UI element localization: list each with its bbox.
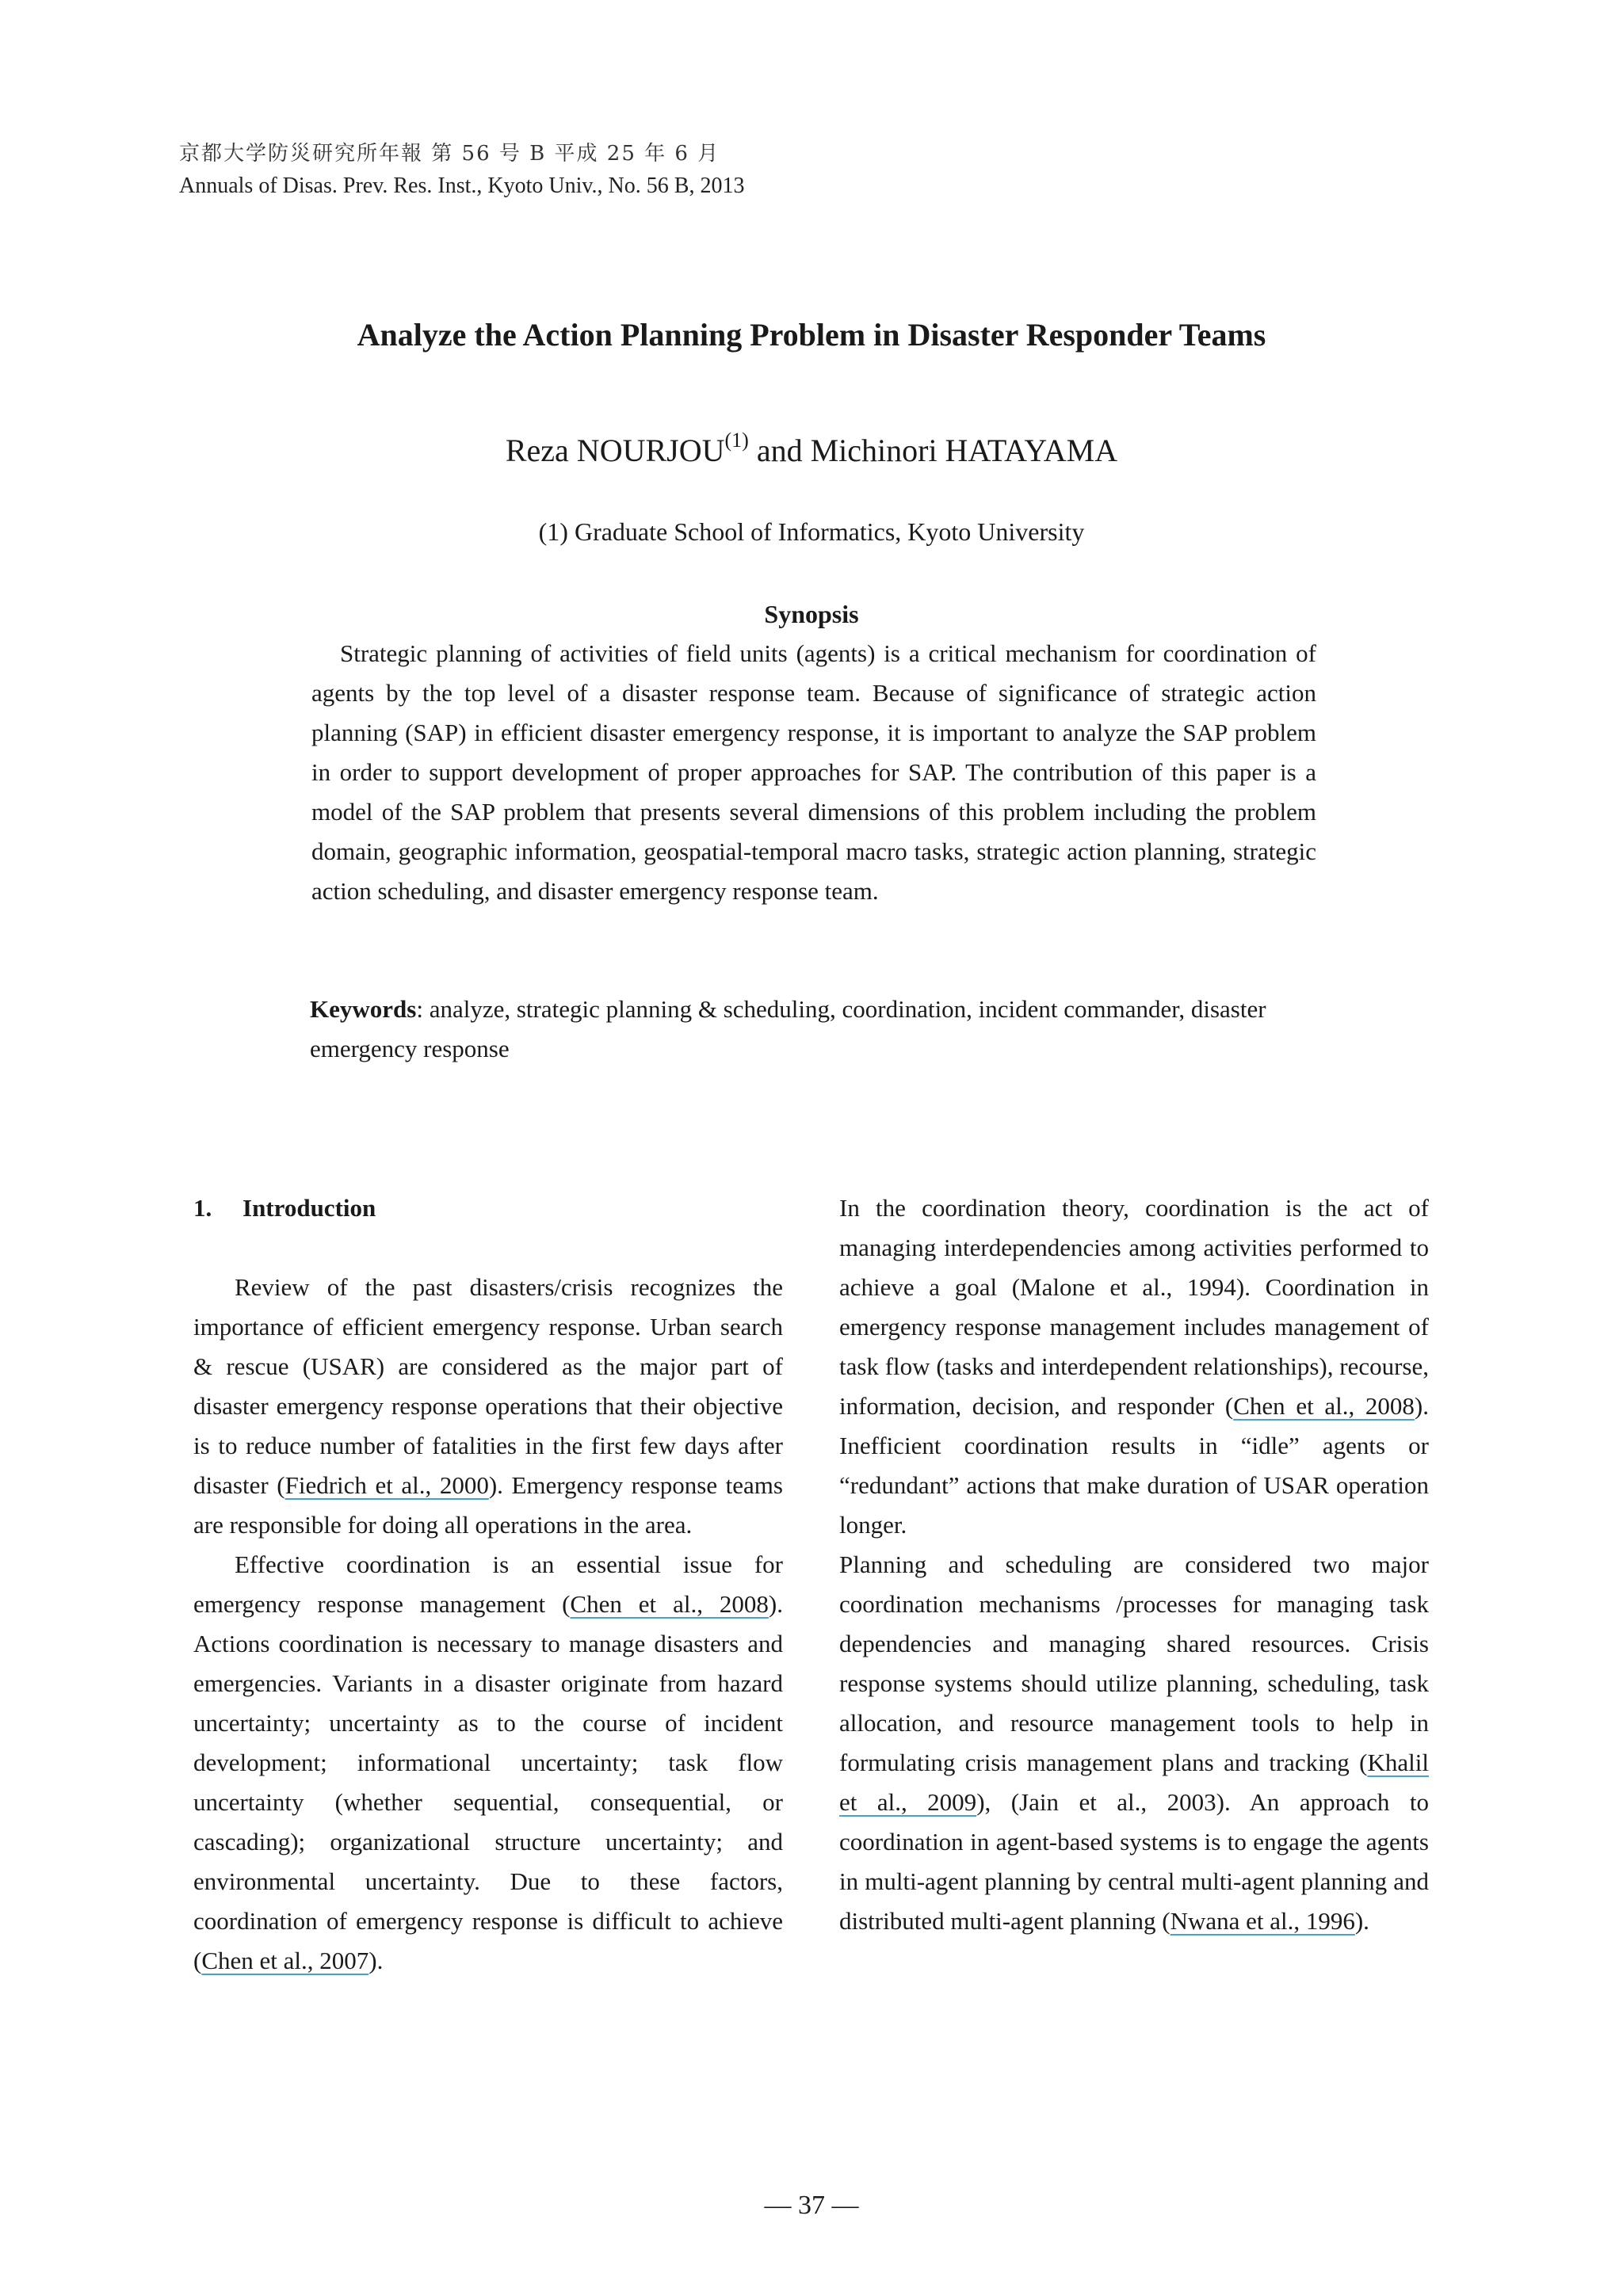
author-connector: and [748,433,811,468]
keywords-text: : analyze, strategic planning & scheduling, coordination, incident commander, disaster emergency response [310,995,1266,1062]
paper-title: Analyze the Action Planning Problem in Disaster Responder Teams [357,317,1266,353]
citation-link[interactable]: Chen et al., 2008 [570,1590,769,1618]
author-first: Reza NOURJOU [505,433,725,468]
citation-link[interactable]: Khalil et al., 2009 [839,1749,1429,1816]
running-header [179,139,1130,204]
paragraph-text: ). Actions coordination is necessary to manage disasters and emergencies. Variants in a disaster originate from hazard uncertainty; uncertainty as to the course of incident development; informational uncertainty; task flow uncertainty (whether sequential, consequential, or cascading); organizational structure uncertainty; and environmental uncertainty. Due to these factors, coordination of emergency response is difficult to achieve ( [193,1590,783,1974]
paragraph-text: ). [1354,1907,1369,1935]
keywords [310,990,1340,1069]
journal-header-japanese: 京都大学防災研究所年報 第 56 号 B 平成 25 年 6 月 [179,142,720,166]
section-title: Introduction [242,1194,376,1222]
intro-paragraph-4 [839,1545,1429,1941]
affiliation: (1) Graduate School of Informatics, Kyoto University [538,517,1085,546]
synopsis-text: Strategic planning of activities of field units (agents) is a critical mechanism for coordination of agents by the top level of a disaster response team. Because of significance of strategic action planning (SAP) in efficient disaster emergency response, it is important to analyze the SAP problem in order to support development of proper approaches for SAP. The contribution of this paper is a model of the SAP problem that presents several dimensions of this problem including the problem domain, geographic information, geospatial-temporal macro tasks, strategic action planning, strategic action scheduling, and disaster emergency response team. [311,639,1316,905]
intro-paragraph-3 [839,1188,1429,1545]
citation-link[interactable]: Fiedrich et al., 2000 [285,1471,489,1499]
citation-link[interactable]: Chen et al., 2007 [201,1947,369,1974]
citation-link[interactable]: Nwana et al., 1996 [1170,1907,1355,1935]
intro-paragraph-1 [193,1268,783,1545]
author-second: Michinori HATAYAMA [810,433,1118,468]
section-heading-introduction [193,1188,783,1228]
paragraph-text: ). Emergency response teams are responsible for doing all operations in the area. [193,1471,783,1539]
right-column [839,1188,1429,1941]
keywords-label: Keywords [310,995,417,1023]
paragraph-text: In the coordination theory, coordination is the act of managing interdependencies among activities performed to achieve a goal (Malone et al., 1994). Coordination in emergency response management includes management of task flow (tasks and interdependent relationships), recourse, information, decision, and responder ( [839,1194,1429,1420]
paragraph-text: Effective coordination is an essential issue for emergency response management ( [193,1550,783,1618]
synopsis-heading: Synopsis [764,600,859,628]
paragraph-text: Review of the past disasters/crisis recognizes the importance of efficient emergency response. Urban search & rescue (USAR) are considered as the major part of disaster emergency response operations that their objective is to reduce number of fatalities in the first few days after disaster ( [193,1273,783,1499]
page-number: — 37 — [764,2191,859,2220]
affiliation-marker: (1) [724,429,749,452]
paragraph-text: ). [369,1947,384,1974]
left-column [193,1188,783,1981]
paragraph-text: ). Inefficient coordination results in “idle” agents or “redundant” actions that make duration of USAR operation longer. [839,1392,1429,1539]
paragraph-text: ), (Jain et al., 2003). An approach to coordination in agent-based systems is to engage the agents in multi-agent planning by central multi-agent planning and distributed multi-agent planning ( [839,1788,1429,1935]
intro-paragraph-2 [193,1545,783,1981]
citation-link[interactable]: Chen et al., 2008 [1233,1392,1415,1420]
section-number: 1. [193,1194,212,1222]
author-line [0,428,1623,474]
journal-header-english: Annuals of Disas. Prev. Res. Inst., Kyoto Univ., No. 56 B, 2013 [179,174,745,198]
paragraph-text: Planning and scheduling are considered two major coordination mechanisms /processes for managing task dependencies and managing shared resources. Crisis response systems should utilize planning, scheduling, task allocation, and resource management tools to help in formulating crisis management plans and tracking ( [839,1550,1429,1776]
